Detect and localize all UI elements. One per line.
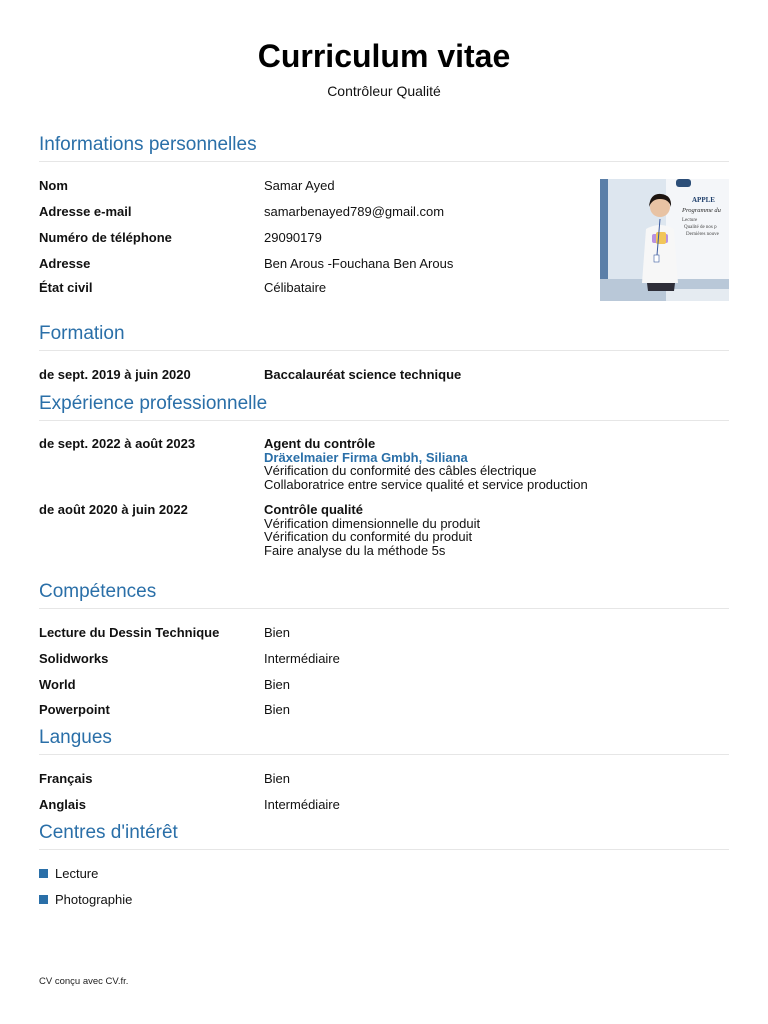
skill-name: Solidworks [39, 651, 109, 666]
svg-text:Lecture: Lecture [682, 218, 698, 223]
skill-level: Intermédiaire [264, 651, 340, 666]
label-email: Adresse e-mail [39, 204, 132, 219]
section-title-experience: Expérience professionnelle [39, 393, 268, 414]
skill-name: Powerpoint [39, 702, 110, 717]
job-title: Contrôleur Qualité [327, 83, 441, 99]
interest-item: Lecture [55, 866, 99, 881]
experience-description-line: Vérification du conformité des câbles électrique [264, 463, 537, 478]
skill-level: Bien [264, 677, 291, 692]
svg-text:Qualité de nos p: Qualité de nos p [684, 225, 717, 230]
education-period: de sept. 2019 à juin 2020 [39, 367, 191, 382]
section-divider [39, 608, 729, 609]
label-address: Adresse [39, 256, 91, 271]
section-divider [39, 420, 729, 421]
language-level: Intermédiaire [264, 797, 340, 812]
value-marital-status: Célibataire [264, 280, 327, 295]
value-phone: 29090179 [264, 230, 322, 245]
section-title-skills: Compétences [39, 581, 157, 602]
section-divider [39, 849, 729, 850]
experience-description-line: Collaboratrice entre service qualité et service production [264, 476, 588, 492]
experience-period: de août 2020 à juin 2022 [39, 502, 188, 517]
document-title: Curriculum vitae [257, 38, 511, 74]
section-divider [39, 350, 729, 351]
bullet-square-icon [39, 869, 48, 878]
experience-description-line: Vérification dimensionnelle du produit [264, 515, 481, 531]
section-title-languages: Langues [39, 727, 112, 748]
label-phone: Numéro de téléphone [39, 230, 172, 245]
section-title-education: Formation [39, 323, 125, 344]
experience-company: Dräxelmaier Firma Gmbh, Siliana [264, 449, 468, 465]
footer-credit: CV conçu avec CV.fr. [39, 976, 129, 987]
section-divider [39, 754, 729, 755]
section-title-personal-info: Informations personnelles [39, 134, 257, 155]
svg-text:Dernières nouve: Dernières nouve [686, 232, 719, 237]
experience-position: Agent du contrôle [264, 436, 376, 451]
experience-entry [264, 503, 480, 557]
svg-text:APPLE: APPLE [692, 196, 715, 204]
svg-text:Programme du: Programme du [682, 207, 721, 214]
language-name: Français [39, 771, 93, 786]
experience-position: Contrôle qualité [264, 502, 363, 517]
skill-name: World [39, 677, 76, 692]
label-marital-status: État civil [39, 280, 93, 295]
bullet-square-icon [39, 895, 48, 904]
experience-description-line: Faire analyse du la méthode 5s [264, 542, 446, 558]
language-name: Anglais [39, 797, 86, 812]
skill-level: Bien [264, 702, 291, 717]
experience-period: de sept. 2022 à août 2023 [39, 436, 196, 451]
value-name: Samar Ayed [264, 178, 335, 193]
language-level: Bien [264, 771, 291, 786]
profile-photo [600, 179, 729, 301]
value-email: samarbenayed789@gmail.com [264, 204, 445, 219]
experience-entry [264, 437, 588, 491]
skill-level: Bien [264, 625, 291, 640]
section-title-interests: Centres d'intérêt [39, 822, 178, 843]
value-address: Ben Arous -Fouchana Ben Arous [264, 256, 454, 271]
skill-name: Lecture du Dessin Technique [39, 625, 220, 640]
experience-description-line: Vérification du conformité du produit [264, 529, 473, 544]
interest-item: Photographie [55, 892, 133, 907]
education-title: Baccalauréat science technique [264, 367, 462, 382]
section-divider [39, 161, 729, 162]
label-name: Nom [39, 178, 68, 193]
